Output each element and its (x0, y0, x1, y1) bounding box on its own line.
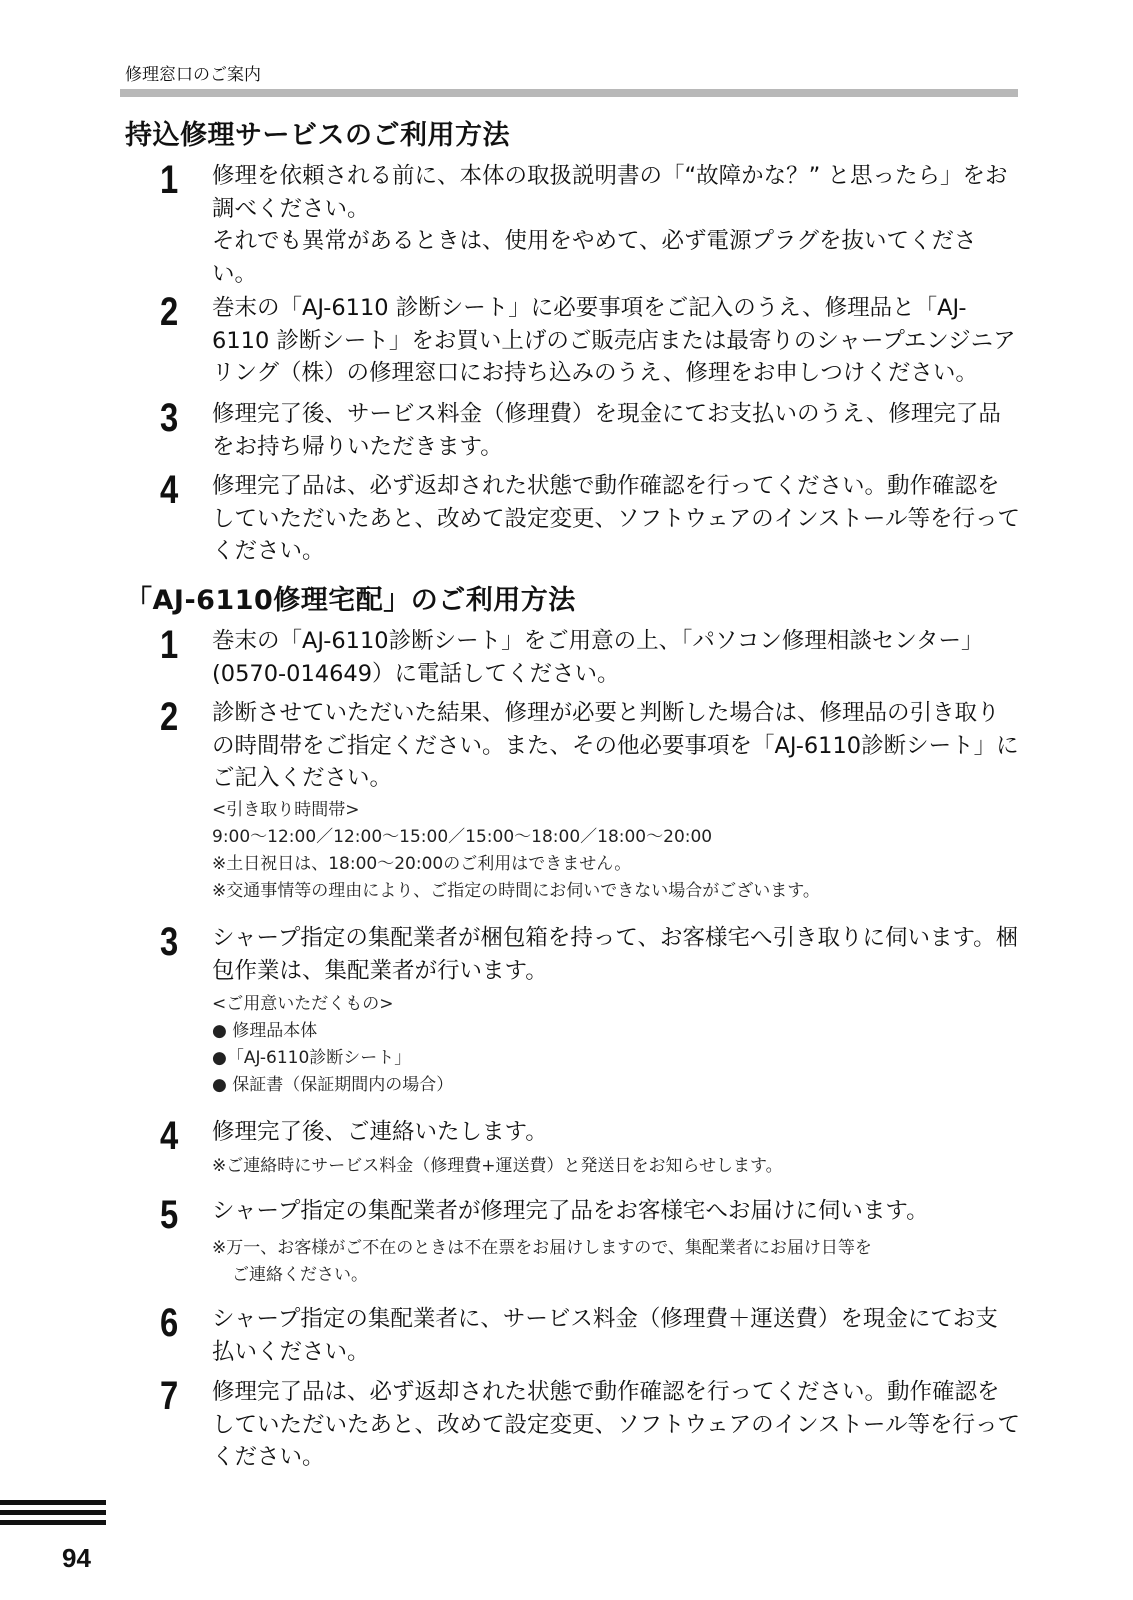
note-line: ●「AJ-6110診断シート」 (212, 1048, 412, 1068)
step-paragraph: 診断させていただいた結果、修理が必要と判断した場合は、修理品の引き取りの時間帯をご指定ください。また、その他必要事項を「AJ-6110診断シート」にご記入ください。 (212, 700, 1019, 791)
footer-rule (0, 1500, 106, 1505)
section-title-carry-in: 持込修理サービスのご利用方法 (125, 120, 510, 151)
prepare-items-note (212, 991, 1012, 1099)
step-paragraph: シャープ指定の集配業者が修理完了品をお客様宅へお届けに伺います。 (212, 1198, 929, 1224)
step-text (212, 292, 1020, 390)
step-paragraph: 修理を依頼される前に、本体の取扱説明書の「“故障かな？” と思ったら」をお調べください。 (212, 163, 1008, 222)
step-number: 7 (160, 1374, 179, 1418)
step-number: 2 (160, 695, 179, 739)
contact-note (212, 1153, 1012, 1180)
step-number: 5 (160, 1193, 179, 1237)
step-paragraph: 修理完了後、サービス料金（修理費）を現金にてお支払いのうえ、修理完了品をお持ち帰りいただきます。 (212, 401, 1001, 460)
step-text (212, 1376, 1020, 1474)
step-text (212, 922, 1020, 987)
step-text (212, 398, 1020, 463)
footer-rule (0, 1520, 106, 1525)
step-number: 2 (160, 290, 179, 334)
step-text (212, 1303, 1020, 1368)
step-number: 6 (160, 1301, 179, 1345)
section-title-delivery: 「AJ-6110修理宅配」のご利用方法 (125, 585, 576, 616)
pickup-time-note (212, 797, 1012, 905)
step-text (212, 625, 1020, 690)
note-line: <引き取り時間帯> (212, 800, 360, 820)
header-label: 修理窓口のご案内 (125, 65, 261, 85)
absence-note (212, 1235, 1012, 1289)
step-number: 1 (160, 623, 179, 667)
step-paragraph: 修理完了後、ご連絡いたします。 (212, 1119, 548, 1145)
note-line: ● 修理品本体 (212, 1021, 318, 1041)
note-line: <ご用意いただくもの> (212, 994, 394, 1014)
step-text (212, 470, 1020, 568)
step-text (212, 1116, 1020, 1149)
note-line: ※ご連絡時にサービス料金（修理費+運送費）と発送日をお知らせします。 (212, 1156, 783, 1176)
step-number: 4 (160, 1114, 179, 1158)
step-text (212, 160, 1020, 290)
note-line: 9:00～12:00／12:00～15:00／15:00～18:00／18:00～20:00 (212, 827, 713, 847)
note-line: ※土日祝日は、18:00～20:00のご利用はできません。 (212, 854, 632, 874)
page-number: 94 (62, 1543, 91, 1573)
header-bar (120, 89, 1018, 97)
step-text (212, 697, 1020, 795)
step-paragraph: シャープ指定の集配業者が梱包箱を持って、お客様宅へ引き取りに伺います。梱包作業は、集配業者が行います。 (212, 925, 1019, 984)
step-paragraph: それでも異常があるときは、使用をやめて、必ず電源プラグを抜いてください。 (212, 228, 977, 287)
step-number: 1 (160, 158, 179, 202)
step-number: 3 (160, 920, 179, 964)
footer-rule (0, 1510, 106, 1515)
step-paragraph: 巻末の「AJ-6110 診断シート」に必要事項をご記入のうえ、修理品と「AJ-6110 診断シート」をお買い上げのご販売店または最寄りのシャープエンジニアリング（株）の修理窓口にお持ち込みのうえ、修理をお申しつけください。 (212, 295, 1016, 386)
step-paragraph: 修理完了品は、必ず返却された状態で動作確認を行ってください。動作確認をしていただいたあと、改めて設定変更、ソフトウェアのインストール等を行ってください。 (212, 473, 1020, 564)
step-number: 3 (160, 396, 179, 440)
note-line: ご連絡ください。 (232, 1265, 368, 1285)
step-paragraph: 巻末の「AJ-6110診断シート」をご用意の上、「パソコン修理相談センター」(0570-014649）に電話してください。 (212, 628, 984, 687)
note-line: ※交通事情等の理由により、ご指定の時間にお伺いできない場合がございます。 (212, 881, 820, 901)
step-number: 4 (160, 468, 179, 512)
step-paragraph: シャープ指定の集配業者に、サービス料金（修理費＋運送費）を現金にてお支払いください。 (212, 1306, 998, 1365)
note-line: ※万一、お客様がご不在のときは不在票をお届けしますので、集配業者にお届け日等を (212, 1238, 872, 1258)
note-line: ● 保証書（保証期間内の場合） (212, 1075, 454, 1095)
step-paragraph: 修理完了品は、必ず返却された状態で動作確認を行ってください。動作確認をしていただいたあと、改めて設定変更、ソフトウェアのインストール等を行ってください。 (212, 1379, 1020, 1470)
step-text (212, 1195, 1020, 1228)
